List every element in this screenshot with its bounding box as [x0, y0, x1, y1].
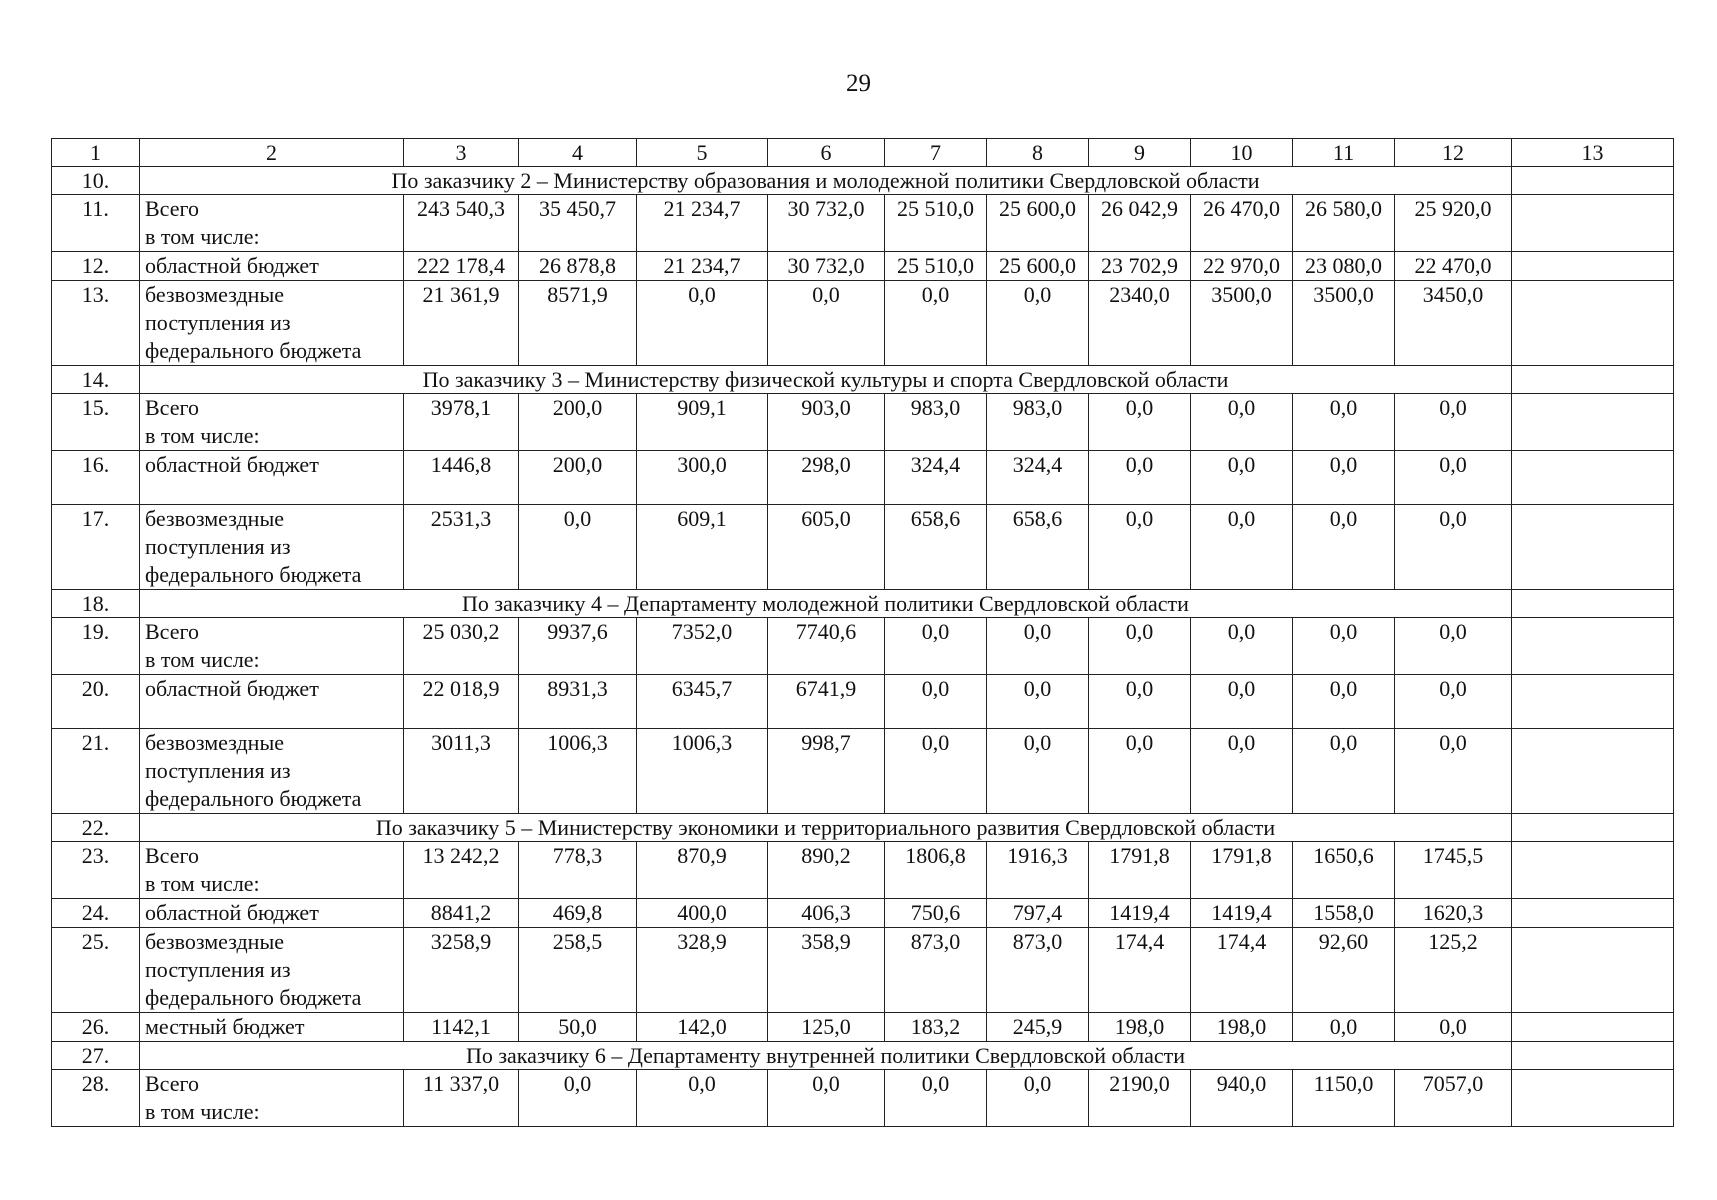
- value-cell-col-8: 245,9: [987, 1013, 1089, 1042]
- section-row: [52, 167, 1674, 195]
- value-cell-col-8: 1916,3: [987, 842, 1089, 899]
- row-label: безвозмездные поступления из федерального бюджета: [140, 729, 404, 814]
- row-label: Всего в том числе:: [140, 618, 404, 675]
- value-cell-col-5: 6345,7: [637, 675, 768, 729]
- value-cell-col-12: 3450,0: [1395, 281, 1512, 366]
- value-cell-col-12: 22 470,0: [1395, 252, 1512, 281]
- row-number: 21.: [52, 729, 140, 814]
- column-header-3: 3: [404, 139, 519, 167]
- section-row: [52, 1042, 1674, 1070]
- value-cell-col-3: 22 018,9: [404, 675, 519, 729]
- column-header-11: 11: [1293, 139, 1395, 167]
- value-cell-col-6: 298,0: [768, 451, 885, 505]
- page-number: 29: [846, 70, 871, 97]
- value-cell-col-4: 8571,9: [519, 281, 637, 366]
- value-cell-col-7: 0,0: [885, 618, 987, 675]
- value-cell-col-8: 0,0: [987, 675, 1089, 729]
- row-number: 15.: [52, 394, 140, 451]
- value-cell-col-10: 940,0: [1191, 1070, 1293, 1127]
- value-cell-col-9: 0,0: [1089, 729, 1191, 814]
- value-cell-col-11: 23 080,0: [1293, 252, 1395, 281]
- value-cell-col-9: 174,4: [1089, 928, 1191, 1013]
- value-cell-col-9: 2190,0: [1089, 1070, 1191, 1127]
- value-cell-col-12: 0,0: [1395, 505, 1512, 590]
- value-cell-col-10: 0,0: [1191, 394, 1293, 451]
- value-cell-col-10: 0,0: [1191, 451, 1293, 505]
- value-cell-col-12: 125,2: [1395, 928, 1512, 1013]
- value-cell-col-9: 1419,4: [1089, 899, 1191, 928]
- value-cell-col-11: 0,0: [1293, 451, 1395, 505]
- section-empty-cell: [1512, 814, 1674, 842]
- value-cell-col-4: 778,3: [519, 842, 637, 899]
- table-row: [52, 281, 1674, 366]
- table-row: [52, 928, 1674, 1013]
- row-label: областной бюджет: [140, 675, 404, 729]
- value-cell-col-7: 0,0: [885, 1070, 987, 1127]
- value-cell-col-8: 25 600,0: [987, 195, 1089, 252]
- table-row: [52, 195, 1674, 252]
- value-cell-col-5: 909,1: [637, 394, 768, 451]
- value-cell-col-10: 0,0: [1191, 729, 1293, 814]
- row-label: безвозмездные поступления из федерального бюджета: [140, 281, 404, 366]
- value-cell-col-13: [1512, 1070, 1674, 1127]
- value-cell-col-5: 21 234,7: [637, 195, 768, 252]
- value-cell-col-5: 7352,0: [637, 618, 768, 675]
- row-number: 17.: [52, 505, 140, 590]
- value-cell-col-5: 142,0: [637, 1013, 768, 1042]
- section-number: 27.: [52, 1042, 140, 1070]
- value-cell-col-13: [1512, 899, 1674, 928]
- value-cell-col-4: 35 450,7: [519, 195, 637, 252]
- value-cell-col-12: 1745,5: [1395, 842, 1512, 899]
- value-cell-col-9: 0,0: [1089, 451, 1191, 505]
- value-cell-col-5: 328,9: [637, 928, 768, 1013]
- value-cell-col-4: 469,8: [519, 899, 637, 928]
- row-number: 23.: [52, 842, 140, 899]
- value-cell-col-4: 0,0: [519, 505, 637, 590]
- row-number: 24.: [52, 899, 140, 928]
- value-cell-col-9: 0,0: [1089, 394, 1191, 451]
- section-row: [52, 590, 1674, 618]
- table-row: [52, 842, 1674, 899]
- row-label: Всего в том числе:: [140, 195, 404, 252]
- value-cell-col-4: 1006,3: [519, 729, 637, 814]
- row-number: 13.: [52, 281, 140, 366]
- row-label: безвозмездные поступления из федерального бюджета: [140, 505, 404, 590]
- value-cell-col-11: 92,60: [1293, 928, 1395, 1013]
- value-cell-col-8: 983,0: [987, 394, 1089, 451]
- value-cell-col-11: 0,0: [1293, 505, 1395, 590]
- value-cell-col-9: 0,0: [1089, 675, 1191, 729]
- row-label: безвозмездные поступления из федерального бюджета: [140, 928, 404, 1013]
- value-cell-col-4: 26 878,8: [519, 252, 637, 281]
- table-row: [52, 505, 1674, 590]
- value-cell-col-3: 3978,1: [404, 394, 519, 451]
- row-label: областной бюджет: [140, 451, 404, 505]
- section-title: По заказчику 6 – Департаменту внутренней политики Свердловской области: [140, 1042, 1512, 1070]
- section-title: По заказчику 4 – Департаменту молодежной политики Свердловской области: [140, 590, 1512, 618]
- row-number: 20.: [52, 675, 140, 729]
- value-cell-col-6: 30 732,0: [768, 195, 885, 252]
- value-cell-col-11: 0,0: [1293, 729, 1395, 814]
- value-cell-col-7: 750,6: [885, 899, 987, 928]
- value-cell-col-9: 1791,8: [1089, 842, 1191, 899]
- value-cell-col-8: 797,4: [987, 899, 1089, 928]
- value-cell-col-4: 200,0: [519, 394, 637, 451]
- value-cell-col-9: 198,0: [1089, 1013, 1191, 1042]
- value-cell-col-12: 7057,0: [1395, 1070, 1512, 1127]
- value-cell-col-13: [1512, 505, 1674, 590]
- value-cell-col-9: 2340,0: [1089, 281, 1191, 366]
- value-cell-col-12: 25 920,0: [1395, 195, 1512, 252]
- value-cell-col-6: 358,9: [768, 928, 885, 1013]
- section-row: [52, 814, 1674, 842]
- row-label: Всего в том числе:: [140, 1070, 404, 1127]
- value-cell-col-3: 222 178,4: [404, 252, 519, 281]
- value-cell-col-6: 605,0: [768, 505, 885, 590]
- value-cell-col-8: 0,0: [987, 618, 1089, 675]
- value-cell-col-11: 1650,6: [1293, 842, 1395, 899]
- section-number: 10.: [52, 167, 140, 195]
- value-cell-col-11: 0,0: [1293, 1013, 1395, 1042]
- value-cell-col-8: 658,6: [987, 505, 1089, 590]
- column-header-2: 2: [140, 139, 404, 167]
- value-cell-col-9: 26 042,9: [1089, 195, 1191, 252]
- section-number: 18.: [52, 590, 140, 618]
- row-label: местный бюджет: [140, 1013, 404, 1042]
- section-number: 22.: [52, 814, 140, 842]
- value-cell-col-6: 890,2: [768, 842, 885, 899]
- value-cell-col-10: 1419,4: [1191, 899, 1293, 928]
- value-cell-col-13: [1512, 842, 1674, 899]
- column-header-9: 9: [1089, 139, 1191, 167]
- value-cell-col-3: 11 337,0: [404, 1070, 519, 1127]
- value-cell-col-7: 25 510,0: [885, 252, 987, 281]
- value-cell-col-3: 1142,1: [404, 1013, 519, 1042]
- section-number: 14.: [52, 366, 140, 394]
- table-row: [52, 1013, 1674, 1042]
- value-cell-col-6: 0,0: [768, 1070, 885, 1127]
- section-empty-cell: [1512, 167, 1674, 195]
- value-cell-col-7: 873,0: [885, 928, 987, 1013]
- value-cell-col-8: 873,0: [987, 928, 1089, 1013]
- section-title: По заказчику 2 – Министерству образования и молодежной политики Свердловской области: [140, 167, 1512, 195]
- value-cell-col-12: 0,0: [1395, 394, 1512, 451]
- value-cell-col-6: 30 732,0: [768, 252, 885, 281]
- section-empty-cell: [1512, 1042, 1674, 1070]
- column-header-6: 6: [768, 139, 885, 167]
- value-cell-col-13: [1512, 451, 1674, 505]
- value-cell-col-13: [1512, 729, 1674, 814]
- value-cell-col-9: 0,0: [1089, 618, 1191, 675]
- value-cell-col-7: 1806,8: [885, 842, 987, 899]
- value-cell-col-7: 0,0: [885, 675, 987, 729]
- value-cell-col-12: 0,0: [1395, 1013, 1512, 1042]
- section-title: По заказчику 3 – Министерству физической культуры и спорта Свердловской области: [140, 366, 1512, 394]
- value-cell-col-8: 25 600,0: [987, 252, 1089, 281]
- value-cell-col-13: [1512, 281, 1674, 366]
- value-cell-col-5: 0,0: [637, 281, 768, 366]
- value-cell-col-11: 1150,0: [1293, 1070, 1395, 1127]
- value-cell-col-10: 0,0: [1191, 505, 1293, 590]
- value-cell-col-13: [1512, 928, 1674, 1013]
- column-header-4: 4: [519, 139, 637, 167]
- row-number: 12.: [52, 252, 140, 281]
- section-empty-cell: [1512, 366, 1674, 394]
- value-cell-col-3: 8841,2: [404, 899, 519, 928]
- table-row: [52, 451, 1674, 505]
- value-cell-col-11: 26 580,0: [1293, 195, 1395, 252]
- row-number: 26.: [52, 1013, 140, 1042]
- value-cell-col-8: 0,0: [987, 281, 1089, 366]
- value-cell-col-4: 258,5: [519, 928, 637, 1013]
- column-header-12: 12: [1395, 139, 1512, 167]
- value-cell-col-10: 0,0: [1191, 675, 1293, 729]
- value-cell-col-5: 609,1: [637, 505, 768, 590]
- value-cell-col-4: 200,0: [519, 451, 637, 505]
- value-cell-col-3: 1446,8: [404, 451, 519, 505]
- value-cell-col-13: [1512, 618, 1674, 675]
- value-cell-col-6: 903,0: [768, 394, 885, 451]
- value-cell-col-6: 998,7: [768, 729, 885, 814]
- value-cell-col-12: 1620,3: [1395, 899, 1512, 928]
- value-cell-col-7: 0,0: [885, 729, 987, 814]
- value-cell-col-3: 21 361,9: [404, 281, 519, 366]
- row-number: 11.: [52, 195, 140, 252]
- value-cell-col-11: 1558,0: [1293, 899, 1395, 928]
- header-row: [52, 139, 1674, 167]
- value-cell-col-7: 658,6: [885, 505, 987, 590]
- value-cell-col-11: 0,0: [1293, 618, 1395, 675]
- value-cell-col-10: 22 970,0: [1191, 252, 1293, 281]
- value-cell-col-13: [1512, 252, 1674, 281]
- row-number: 19.: [52, 618, 140, 675]
- value-cell-col-4: 0,0: [519, 1070, 637, 1127]
- value-cell-col-6: 406,3: [768, 899, 885, 928]
- value-cell-col-4: 50,0: [519, 1013, 637, 1042]
- value-cell-col-7: 983,0: [885, 394, 987, 451]
- section-row: [52, 366, 1674, 394]
- value-cell-col-12: 0,0: [1395, 451, 1512, 505]
- column-header-13: 13: [1512, 139, 1674, 167]
- value-cell-col-13: [1512, 195, 1674, 252]
- value-cell-col-12: 0,0: [1395, 618, 1512, 675]
- value-cell-col-5: 300,0: [637, 451, 768, 505]
- section-empty-cell: [1512, 590, 1674, 618]
- value-cell-col-13: [1512, 394, 1674, 451]
- value-cell-col-10: 26 470,0: [1191, 195, 1293, 252]
- value-cell-col-11: 0,0: [1293, 394, 1395, 451]
- table-row: [52, 899, 1674, 928]
- value-cell-col-7: 25 510,0: [885, 195, 987, 252]
- value-cell-col-3: 243 540,3: [404, 195, 519, 252]
- value-cell-col-9: 23 702,9: [1089, 252, 1191, 281]
- row-label: Всего в том числе:: [140, 842, 404, 899]
- value-cell-col-5: 21 234,7: [637, 252, 768, 281]
- value-cell-col-11: 0,0: [1293, 675, 1395, 729]
- value-cell-col-10: 198,0: [1191, 1013, 1293, 1042]
- value-cell-col-12: 0,0: [1395, 729, 1512, 814]
- value-cell-col-3: 25 030,2: [404, 618, 519, 675]
- row-number: 16.: [52, 451, 140, 505]
- column-header-7: 7: [885, 139, 987, 167]
- value-cell-col-10: 3500,0: [1191, 281, 1293, 366]
- column-header-1: 1: [52, 139, 140, 167]
- table-row: [52, 394, 1674, 451]
- value-cell-col-5: 1006,3: [637, 729, 768, 814]
- value-cell-col-13: [1512, 1013, 1674, 1042]
- row-label: Всего в том числе:: [140, 394, 404, 451]
- budget-table: [51, 138, 1674, 1127]
- value-cell-col-5: 870,9: [637, 842, 768, 899]
- value-cell-col-4: 8931,3: [519, 675, 637, 729]
- value-cell-col-3: 3258,9: [404, 928, 519, 1013]
- table-row: [52, 252, 1674, 281]
- row-label: областной бюджет: [140, 899, 404, 928]
- value-cell-col-8: 324,4: [987, 451, 1089, 505]
- value-cell-col-4: 9937,6: [519, 618, 637, 675]
- column-header-5: 5: [637, 139, 768, 167]
- value-cell-col-9: 0,0: [1089, 505, 1191, 590]
- row-number: 28.: [52, 1070, 140, 1127]
- value-cell-col-6: 6741,9: [768, 675, 885, 729]
- value-cell-col-11: 3500,0: [1293, 281, 1395, 366]
- value-cell-col-3: 13 242,2: [404, 842, 519, 899]
- column-header-8: 8: [987, 139, 1089, 167]
- row-number: 25.: [52, 928, 140, 1013]
- value-cell-col-7: 183,2: [885, 1013, 987, 1042]
- value-cell-col-7: 324,4: [885, 451, 987, 505]
- row-label: областной бюджет: [140, 252, 404, 281]
- value-cell-col-6: 0,0: [768, 281, 885, 366]
- table-row: [52, 1070, 1674, 1127]
- value-cell-col-10: 1791,8: [1191, 842, 1293, 899]
- table-row: [52, 618, 1674, 675]
- value-cell-col-6: 7740,6: [768, 618, 885, 675]
- column-header-10: 10: [1191, 139, 1293, 167]
- table-row: [52, 729, 1674, 814]
- value-cell-col-12: 0,0: [1395, 675, 1512, 729]
- value-cell-col-3: 3011,3: [404, 729, 519, 814]
- value-cell-col-5: 400,0: [637, 899, 768, 928]
- table-body: [52, 139, 1674, 1127]
- value-cell-col-10: 174,4: [1191, 928, 1293, 1013]
- table-row: [52, 675, 1674, 729]
- section-title: По заказчику 5 – Министерству экономики и территориального развития Свердловской области: [140, 814, 1512, 842]
- value-cell-col-7: 0,0: [885, 281, 987, 366]
- value-cell-col-5: 0,0: [637, 1070, 768, 1127]
- value-cell-col-13: [1512, 675, 1674, 729]
- value-cell-col-8: 0,0: [987, 1070, 1089, 1127]
- value-cell-col-3: 2531,3: [404, 505, 519, 590]
- value-cell-col-8: 0,0: [987, 729, 1089, 814]
- value-cell-col-10: 0,0: [1191, 618, 1293, 675]
- value-cell-col-6: 125,0: [768, 1013, 885, 1042]
